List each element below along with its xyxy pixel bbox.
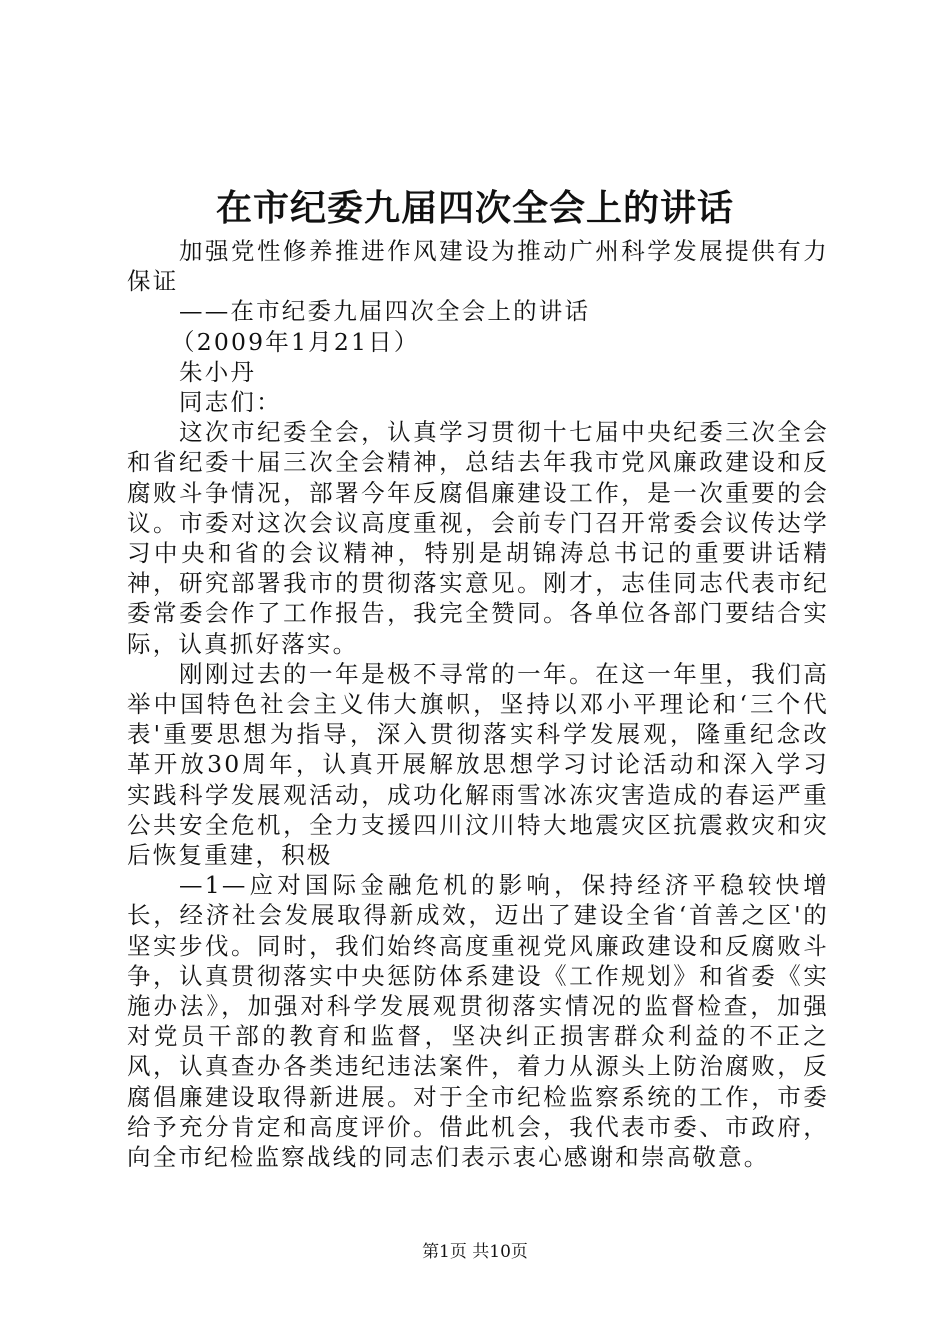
subtitle: 加强党性修养推进作风建设为推动广州科学发展提供有力保证 — [127, 237, 829, 296]
paragraph: —1—应对国际金融危机的影响，保持经济平稳较快增长，经济社会发展取得新成效，迈出了建设全省‘首善之区'的坚实步伐。同时，我们始终高度重视党风廉政建设和反腐败斗争，认真贯彻落实中央惩防体系建设《工作规划》和省委《实施办法》，加强对科学发展观贯彻落实情况的监督检查，加强对党员干部的教育和监督，坚决纠正损害群众利益的不正之风，认真查办各类违纪违法案件，着力从源头上防治腐败，反腐倡廉建设取得新进展。对于全市纪检监察系统的工作，市委给予充分肯定和高度评价。借此机会，我代表市委、市政府，向全市纪检监察战线的同志们表示衷心感谢和崇高敬意。 — [127, 871, 829, 1172]
page-number-footer: 第1页 共10页 — [422, 1242, 528, 1262]
sub-heading: ——在市纪委九届四次全会上的讲话 — [179, 297, 591, 326]
document-body — [127, 236, 829, 1172]
paragraph: 这次市纪委全会，认真学习贯彻十七届中央纪委三次全会和省纪委十届三次全会精神，总结去年我市党风廉政建设和反腐败斗争情况，部署今年反腐倡廉建设工作，是一次重要的会议。市委对这次会议高度重视，会前专门召开常委会议传达学习中央和省的会议精神，特别是胡锦涛总书记的重要讲话精神，研究部署我市的贯彻落实意见。刚才，志佳同志代表市纪委常委会作了工作报告，我完全赞同。各单位各部门要结合实际，认真抓好落实。 — [127, 418, 829, 658]
document-title: 在市纪委九届四次全会上的讲话 — [215, 187, 734, 229]
paragraph: 刚刚过去的一年是极不寻常的一年。在这一年里，我们高举中国特色社会主义伟大旗帜，坚持以邓小平理论和‘三个代表'重要思想为指导，深入贯彻落实科学发展观，隆重纪念改革开放30周年，认真开展解放思想学习讨论活动和深入学习实践科学发展观活动，成功化解雨雪冰冻灾害造成的春运严重公共安全危机，全力支援四川汶川特大地震灾区抗震救灾和灾后恢复重建，积极 — [127, 659, 829, 870]
salutation: 同志们： — [179, 388, 282, 417]
speech-date: （2009年1月21日） — [171, 327, 420, 356]
speaker-name: 朱小丹 — [179, 357, 257, 386]
